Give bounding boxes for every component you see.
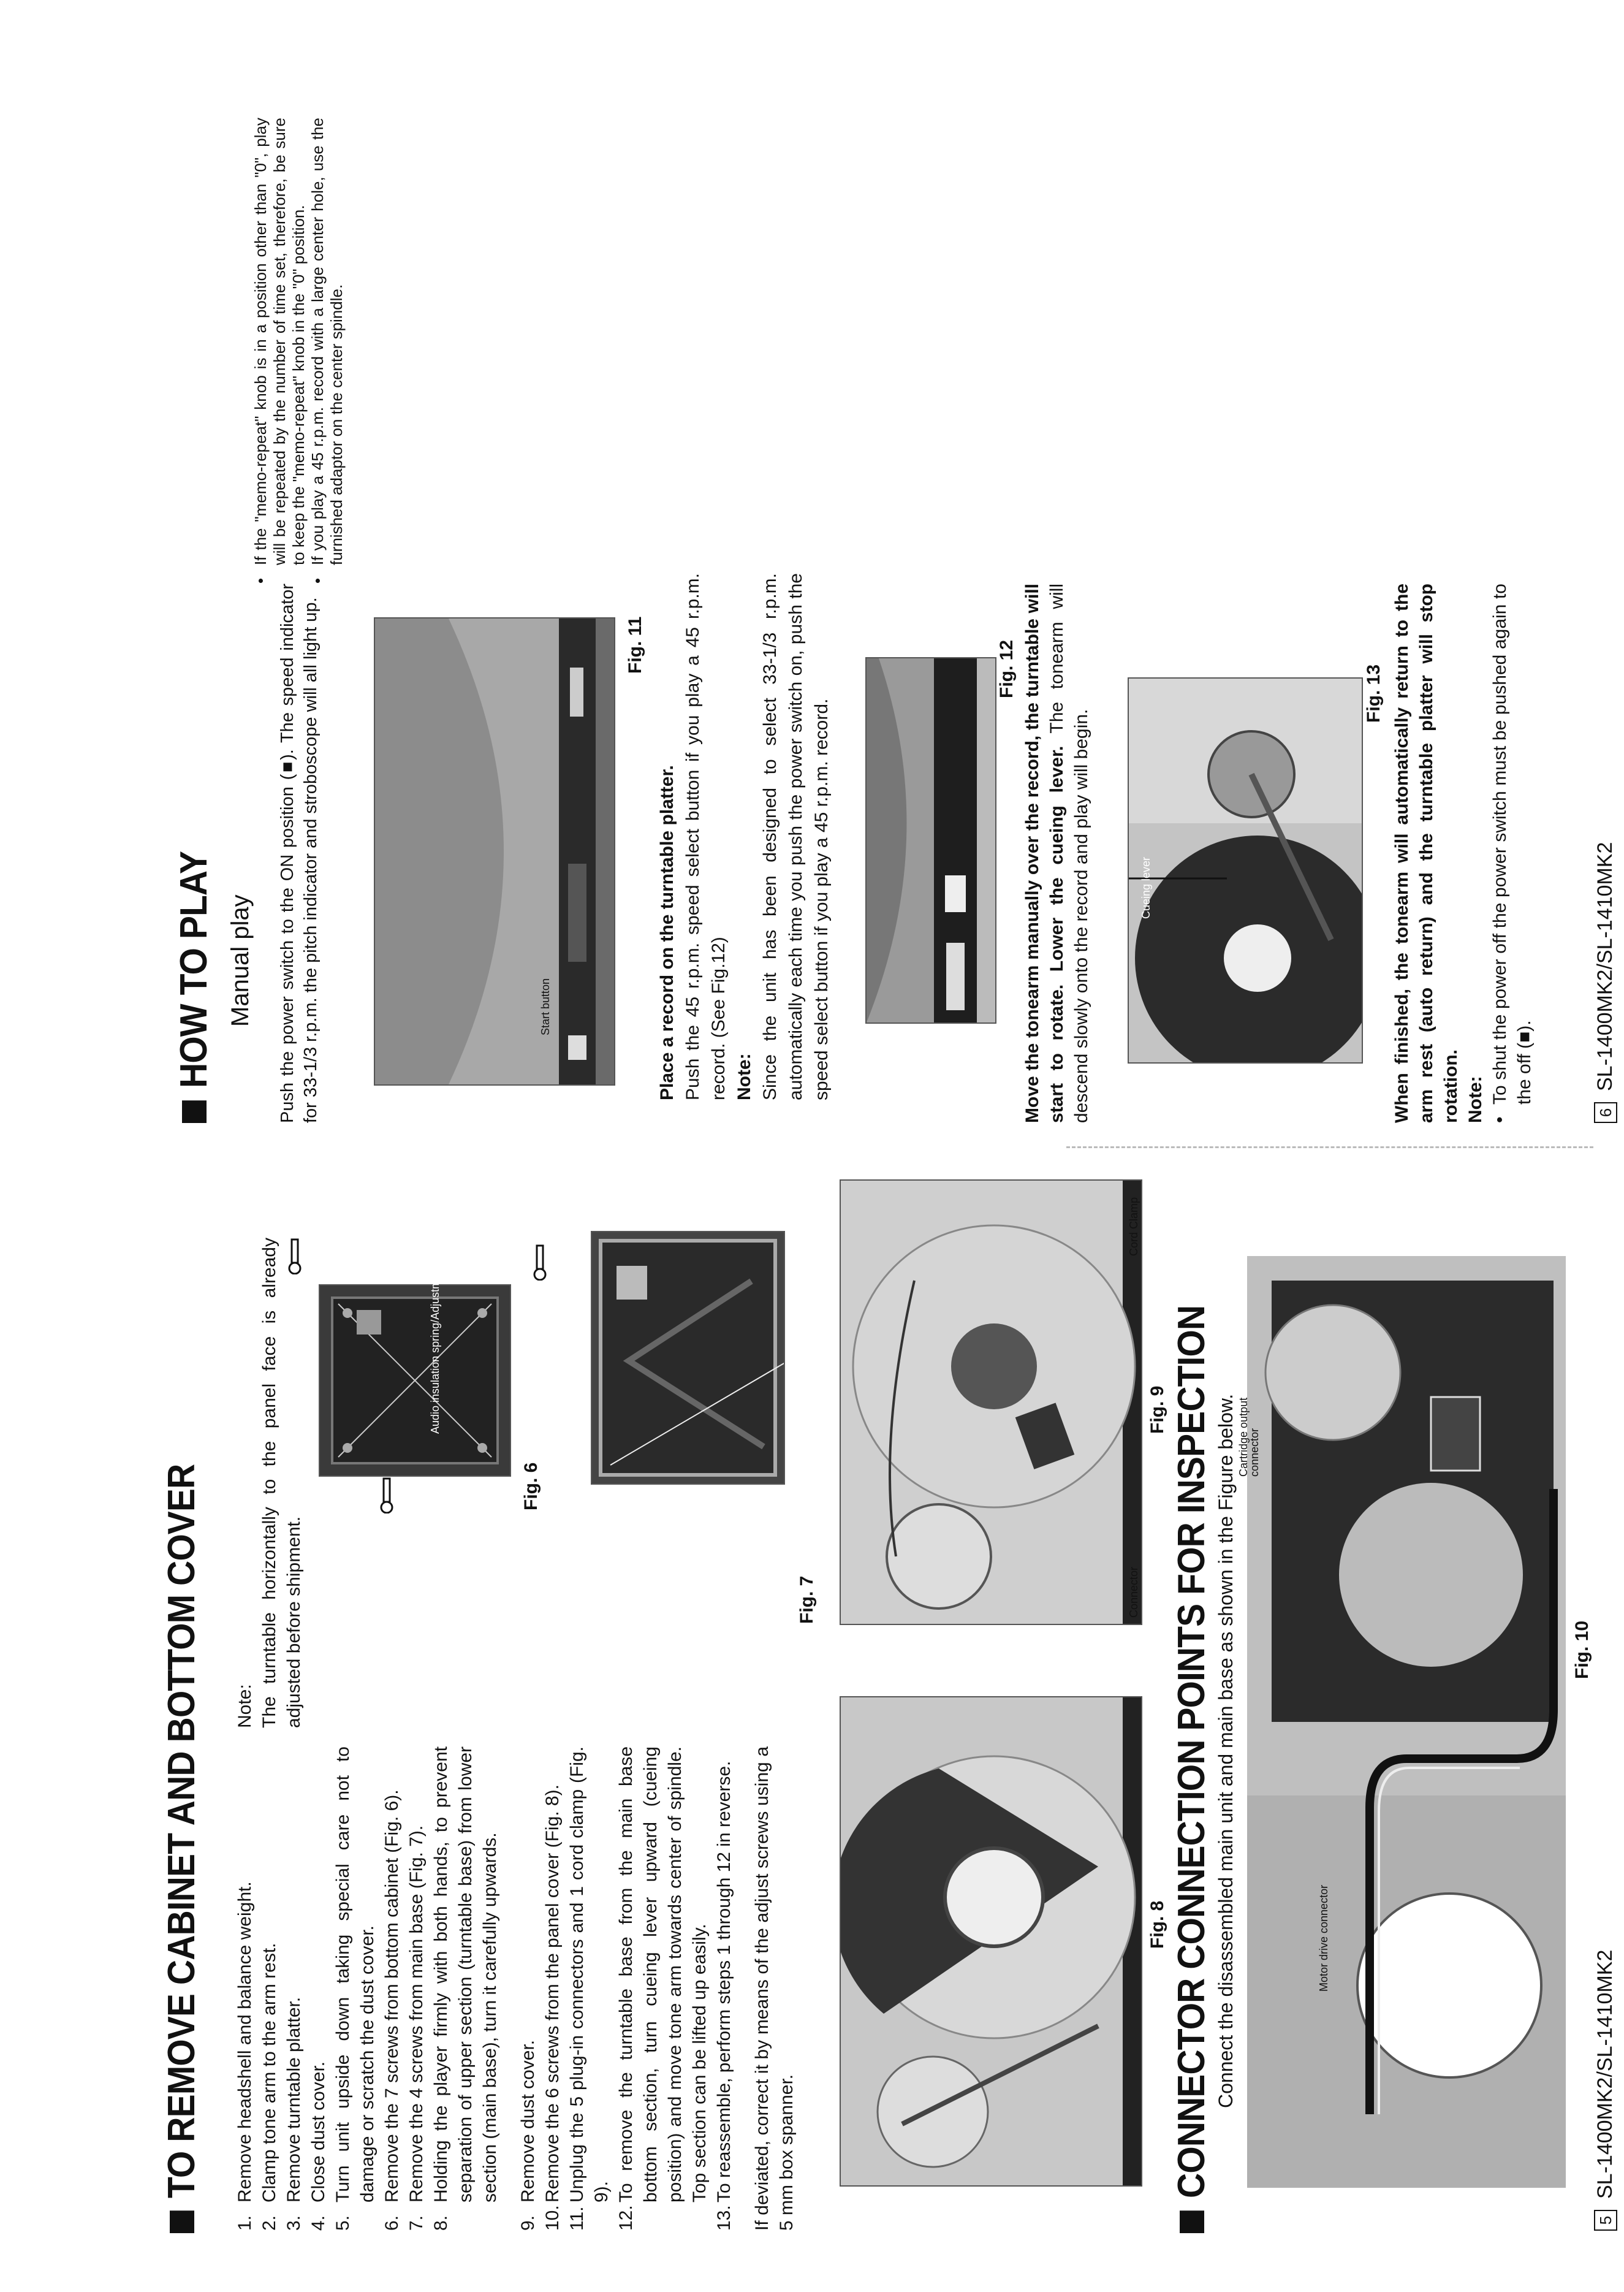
step-text: Holding the player firmly with both hands, to prevent separation of upper section (turntable base) from lower section (main base), turn it carefully upwards. [431,1746,500,2203]
step-text: Unplug the 5 plug-in connectors and 1 cord clamp (Fig. 9). [567,1746,612,2203]
removal-step [712,1746,737,2231]
fig7-photo-main-base [591,1231,785,1485]
fig11-label: Fig. 11 [625,616,645,674]
fig13-label: Fig. 13 [1364,664,1384,723]
step-text: Remove the 7 screws from bottom cabinet (Fig. 6). [382,1789,402,2203]
bullet-text: If you play a 45 r.p.m. record with a large center hole, use the furnished adaptor on the center spindle. [308,118,346,565]
fig11-callout-start-button: Start button [539,978,552,1035]
step-number: 5. [333,2215,353,2231]
bullet-text: If the "memo-repeat" knob is in a position other than "0", play will be repeated by the number of time set, therefore, be sure to keep the "memo-repeat" knob in the "0" position. [251,118,308,565]
fig10-label: Fig. 10 [1572,1620,1592,1679]
move-tonearm-bold: Move the tonearm manually over the record, the turntable will start to rotate. Lower the cueing lever. [1022,584,1067,1123]
model-name: SL-1400MK2/SL-1410MK2 [1593,1949,1617,2199]
section-when-finished [1390,584,1537,1123]
fig8-photo-panel-cover [840,1696,1142,2187]
step-number: 7. [406,2215,427,2231]
fig8-label: Fig. 8 [1147,1900,1167,1949]
removal-step [331,1746,380,2231]
note-bullet-text: To shut the power off the power switch must be pushed again to the off (■). [1490,584,1535,1105]
removal-step [282,1746,306,2231]
fig11-photo-start-button [374,617,615,1086]
removal-step [257,1746,282,2231]
fig12-photo-speed-select [865,657,996,1024]
fig10-callout-motor-drive: Motor drive connector [1318,1884,1330,1992]
heading-text: CONNECTOR CONNECTION POINTS FOR INSPECTION [1171,1305,1213,2198]
step-text: Clamp tone arm to the arm rest. [259,1943,279,2203]
fig10-photo-connection-points [1247,1256,1566,2188]
screw-icon [288,1238,305,1274]
page-divider [1066,1146,1593,1148]
heading-text: HOW TO PLAY [173,851,215,1088]
heading-remove-cabinet [161,1464,203,2233]
removal-step [565,1746,614,2231]
note-bullet-power-off [1488,584,1537,1123]
footer-right [1593,842,1617,1123]
step-text: To remove the turntable base from the main base bottom section, turn cueing lever upward (cueing position) and move tone arm towards center of spindle. Top section can be lifted up easily. [616,1746,710,2203]
bullet-square-icon [170,2210,194,2233]
removal-step [541,1746,565,2231]
place-record-text: Push the 45 r.p.m. speed select button if you play a 45 r.p.m. record. (See Fig.12) [683,573,729,1100]
step-number: 13. [714,2205,734,2231]
para-power-on: Push the power switch to the ON position (■). The speed indicator for 33-1/3 r.p.m. the pitch indicator and stroboscope will all light up. [278,584,321,1123]
step-text: Remove headshell and balance weight. [235,1881,255,2203]
step-number: 12. [616,2205,636,2231]
connector-subtitle: Connect the disassembled main unit and main base as shown in the Figure below. [1215,1393,1237,2108]
step-text: Remove the 6 screws from the panel cover (Fig. 8). [542,1784,563,2203]
step-number: 1. [235,2215,255,2231]
note-text: Since the unit has been designed to select 33-1/3 r.p.m. automatically each time you push the power switch on, push the speed select button if you play a 45 r.p.m. record. [760,573,832,1100]
fig6-photo-bottom-cabinet [319,1284,511,1477]
removal-step [429,1746,503,2231]
fig13-photo-cueing-lever [1128,677,1363,1064]
removal-step [233,1746,257,2231]
subheading-manual-play: Manual play [227,894,254,1027]
model-name: SL-1400MK2/SL-1410MK2 [1593,842,1617,1091]
step-number: 10. [542,2205,563,2231]
step-number: 9. [518,2215,538,2231]
fig12-label: Fig. 12 [996,639,1017,698]
step-text: Close dust cover. [308,2061,328,2203]
step-text: Turn unit upside down taking special care not to damage or scratch the dust cover. [333,1746,378,2203]
page-number: 6 [1594,1102,1617,1123]
bullet-icon: • [1490,1116,1510,1123]
page-number: 5 [1594,2210,1617,2231]
note-shipment [233,1238,306,1728]
removal-step [614,1746,712,2231]
step-number: 6. [382,2215,402,2231]
adjust-screws-note: If deviated, correct it by means of the adjust screws using a 5 mm box spanner. [752,1746,797,2231]
section-place-record [655,573,835,1100]
removal-step [516,1746,541,2231]
fig9-photo-connectors [840,1179,1142,1625]
step-number: 2. [259,2215,279,2231]
removal-step [380,1746,404,2231]
removal-step [306,1746,331,2231]
step-text: Remove dust cover. [518,2039,538,2203]
fig13-callout-cueing-lever: Cueing lever [1140,856,1152,919]
section-move-tonearm [1020,584,1094,1123]
fig7-label: Fig. 7 [797,1575,817,1624]
bullet-memo-repeat [251,118,308,584]
bullet-square-icon [1180,2210,1204,2233]
fig9-callout-connector: Connector [1128,1566,1140,1618]
step-number: 3. [284,2215,304,2231]
when-finished-bold: When finished, the tonearm will automatically return to the arm rest (auto return) and the turntable platter will stop rotation. [1392,584,1461,1123]
step-number: 11. [567,2206,587,2231]
note-label: Note: [1465,1076,1486,1123]
heading-how-to-play [173,851,216,1123]
fig9-label: Fig. 9 [1147,1385,1167,1434]
step-text: Remove the 4 screws from main base (Fig. 7). [406,1825,427,2203]
step-number: 4. [308,2215,328,2231]
step-text: Remove turntable platter. [284,1997,304,2203]
note-label: Note: [734,1053,754,1100]
place-record-bold: Place a record on the turntable platter. [657,765,677,1100]
fig6-label: Fig. 6 [521,1462,541,1510]
heading-connector-points [1171,1306,1213,2233]
bullet-square-icon [182,1100,207,1123]
memo-repeat-notes [251,118,346,584]
bullet-icon: • [251,577,270,584]
footer-left [1593,1950,1617,2231]
screw-icon [380,1477,397,1513]
bullet-icon: • [308,577,327,584]
fig10-callout-cartridge: Cartridge output connector [1237,1397,1261,1477]
removal-step [404,1746,429,2231]
heading-text: TO REMOVE CABINET AND BOTTOM COVER [161,1464,203,2198]
note-label: Note: [235,1684,255,1728]
fig6-callout: Audio insulation spring/Adjustment [429,1264,441,1434]
screw-icon [533,1244,550,1281]
bullet-45-adaptor [308,118,346,584]
step-text: To reassemble, perform steps 1 through 12 in reverse. [714,1761,734,2203]
move-tonearm-text: The tonearm will descend slowly onto the record and play will begin. [1047,584,1091,1123]
step-number: 8. [431,2215,451,2231]
fig9-callout-cord-clamp: Cord Clamp [1128,1197,1140,1256]
removal-steps-list [233,1746,799,2231]
note-text: The turntable horizontally to the panel face is already adjusted before shipment. [259,1238,304,1728]
